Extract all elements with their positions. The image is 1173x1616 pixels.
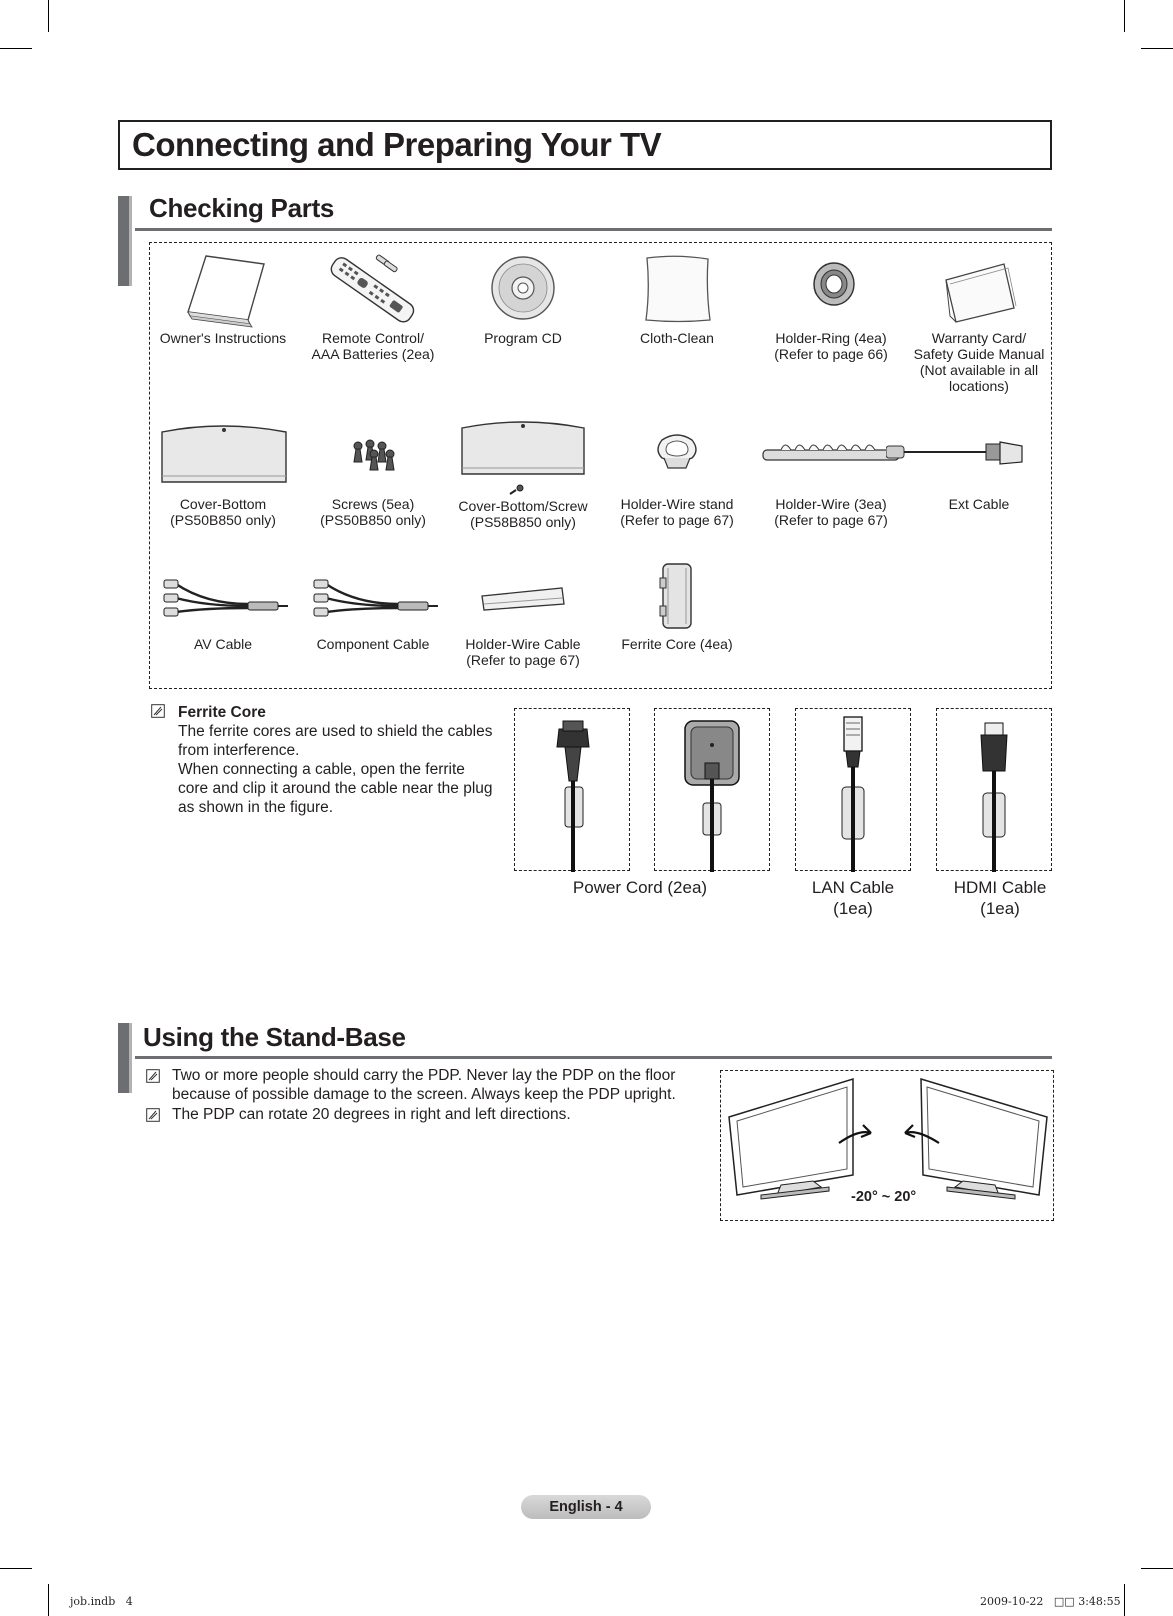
ext-cable-icon bbox=[886, 416, 1026, 494]
part-note: (Refer to page 67) bbox=[774, 512, 888, 528]
part-cloth-clean bbox=[602, 250, 752, 346]
part-name: Remote Control/ bbox=[322, 330, 424, 346]
section-title-stand-base: Using the Stand-Base bbox=[143, 1022, 406, 1052]
crop-mark bbox=[48, 0, 49, 32]
part-note: (Refer to page 67) bbox=[620, 512, 734, 528]
part-remote-control bbox=[298, 250, 448, 362]
part-ext-cable bbox=[904, 416, 1054, 512]
part-name: AV Cable bbox=[193, 636, 253, 652]
part-name: Holder-Wire stand bbox=[620, 496, 734, 512]
part-note: (Not available in all bbox=[919, 362, 1039, 378]
screws-icon bbox=[318, 416, 428, 494]
ferrite-note bbox=[178, 703, 498, 817]
power-cord-box-2 bbox=[654, 708, 770, 871]
section-bar bbox=[118, 196, 132, 286]
page-title-box bbox=[118, 120, 1052, 170]
part-name: Component Cable bbox=[316, 636, 430, 652]
lan-cable-label: LAN Cable bbox=[811, 878, 895, 897]
part-holder-wire-cable bbox=[448, 564, 598, 668]
part-name: Cloth-Clean bbox=[640, 330, 714, 346]
lan-cable-qty: (1ea) bbox=[833, 899, 873, 918]
crop-mark bbox=[1141, 1568, 1173, 1569]
cd-icon bbox=[468, 250, 578, 328]
power-plug-icon bbox=[515, 709, 631, 872]
hdmi-cable-label: HDMI Cable bbox=[953, 878, 1047, 897]
part-ferrite-core bbox=[602, 560, 752, 652]
part-owners-instructions bbox=[148, 250, 298, 346]
part-note: Safety Guide Manual bbox=[913, 346, 1045, 362]
part-note: locations) bbox=[949, 378, 1009, 394]
footer-timestamp: 2009-10-22 □□ 3:48:55 bbox=[980, 1595, 1121, 1608]
lan-cable-caption bbox=[793, 877, 913, 919]
part-name: Ext Cable bbox=[948, 496, 1010, 512]
power-adapter-icon bbox=[655, 709, 771, 872]
part-note: (PS58B850 only) bbox=[470, 514, 576, 530]
holder-ring-icon bbox=[776, 250, 886, 328]
hdmi-cable-qty: (1ea) bbox=[980, 899, 1020, 918]
note-icon bbox=[146, 1108, 160, 1122]
stand-note-2: The PDP can rotate 20 degrees in right and left directions. bbox=[172, 1106, 571, 1123]
part-name: Ferrite Core (4ea) bbox=[621, 636, 733, 652]
note-icon bbox=[146, 1069, 160, 1083]
crop-mark bbox=[0, 1568, 32, 1569]
part-note: (Refer to page 66) bbox=[774, 346, 888, 362]
part-program-cd bbox=[448, 250, 598, 346]
section-title-checking-parts: Checking Parts bbox=[149, 193, 335, 223]
page-title: Connecting and Preparing Your TV bbox=[132, 126, 662, 163]
crop-mark bbox=[1141, 48, 1173, 49]
power-cord-caption: Power Cord (2ea) bbox=[572, 878, 708, 897]
remote-control-icon bbox=[318, 250, 428, 328]
part-note: (PS50B850 only) bbox=[170, 512, 276, 528]
cloth-icon bbox=[622, 250, 732, 328]
page-number-badge: English - 4 bbox=[521, 1495, 651, 1519]
section-bar bbox=[118, 1023, 132, 1093]
crop-mark bbox=[1124, 1584, 1125, 1616]
part-screws bbox=[298, 416, 448, 528]
power-cord-box-1 bbox=[514, 708, 630, 871]
manual-icon bbox=[168, 250, 278, 328]
part-name: Holder-Ring (4ea) bbox=[775, 330, 887, 346]
section-rule bbox=[135, 1056, 1052, 1059]
part-name: Holder-Wire (3ea) bbox=[775, 496, 887, 512]
footer-filename: job.indb 4 bbox=[70, 1595, 133, 1608]
holder-wire-stand-icon bbox=[622, 416, 732, 494]
cover-bottom-icon bbox=[156, 416, 290, 494]
warranty-card-icon bbox=[924, 250, 1034, 328]
ferrite-core-icon bbox=[622, 560, 732, 634]
ferrite-note-body-1: The ferrite cores are used to shield the cables from interference. bbox=[178, 723, 493, 759]
part-name: Cover-Bottom bbox=[179, 496, 267, 512]
ferrite-note-body-2: When connecting a cable, open the ferrite core and clip it around the cable near the plug as shown in the figure. bbox=[178, 761, 493, 816]
hdmi-cable-box bbox=[936, 708, 1052, 871]
note-icon bbox=[151, 704, 165, 718]
lan-plug-icon bbox=[796, 709, 912, 872]
crop-mark bbox=[48, 1584, 49, 1616]
holder-wire-cable-icon bbox=[468, 564, 578, 634]
hdmi-cable-caption bbox=[940, 877, 1060, 919]
rotation-figure-box bbox=[720, 1070, 1054, 1221]
rotation-range-label: -20° ~ 20° bbox=[851, 1189, 917, 1205]
part-name: Cover-Bottom/Screw bbox=[458, 498, 588, 514]
part-name: Screws (5ea) bbox=[331, 496, 415, 512]
part-component-cable bbox=[298, 564, 448, 652]
part-av-cable bbox=[148, 564, 298, 652]
lan-cable-box bbox=[795, 708, 911, 871]
part-cover-bottom-screw bbox=[448, 416, 598, 530]
crop-mark bbox=[0, 48, 32, 49]
part-holder-ring bbox=[756, 250, 906, 362]
hdmi-plug-icon bbox=[937, 709, 1053, 872]
section-rule bbox=[135, 228, 1052, 231]
part-note: (PS50B850 only) bbox=[320, 512, 426, 528]
part-name: Holder-Wire Cable bbox=[465, 636, 581, 652]
part-note: (Refer to page 67) bbox=[466, 652, 580, 668]
av-cable-icon bbox=[156, 564, 290, 634]
stand-note-1: Two or more people should carry the PDP. Never lay the PDP on the floor because of possible damage to the screen. Always keep the PDP upright. bbox=[172, 1067, 676, 1103]
component-cable-icon bbox=[306, 564, 440, 634]
part-name: Warranty Card/ bbox=[931, 330, 1027, 346]
part-holder-wire-stand bbox=[602, 416, 752, 528]
crop-mark bbox=[1124, 0, 1125, 32]
part-name: Program CD bbox=[484, 330, 562, 346]
part-holder-wire bbox=[756, 416, 906, 528]
part-note: AAA Batteries (2ea) bbox=[311, 346, 435, 362]
holder-wire-icon bbox=[761, 416, 901, 494]
ferrite-note-heading: Ferrite Core bbox=[178, 704, 266, 721]
part-warranty-card bbox=[904, 250, 1054, 394]
part-cover-bottom bbox=[148, 416, 298, 528]
part-name: Owner's Instructions bbox=[159, 330, 287, 346]
cover-bottom-screw-icon bbox=[456, 416, 590, 496]
